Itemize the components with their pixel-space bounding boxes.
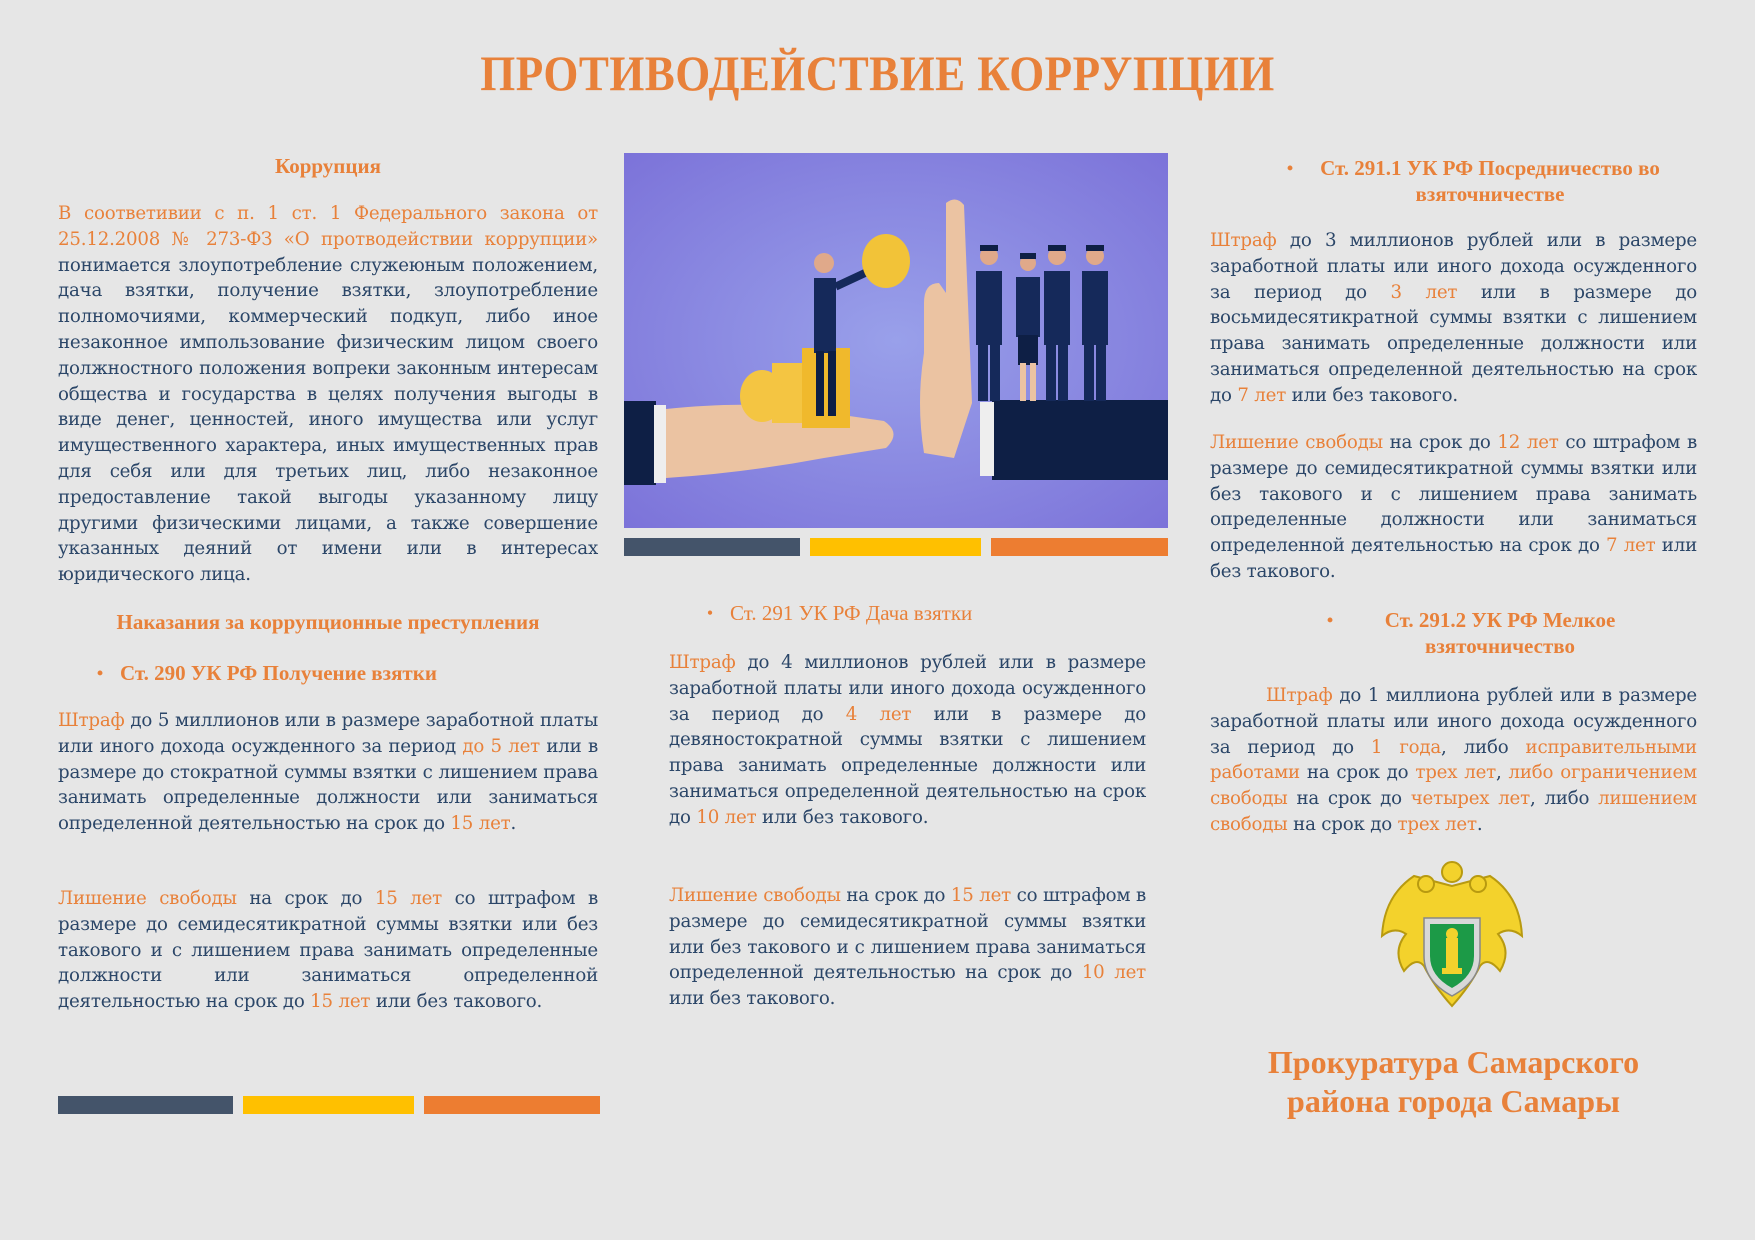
organization-name: Прокуратура Самарского района города Самары	[1267, 1044, 1640, 1119]
decorative-bars-middle	[624, 538, 1168, 556]
art2911-heading: • Ст. 291.1 УК РФ Посредничество во взяточничестве	[1270, 155, 1670, 207]
art291-imprisonment: Лишение свободы на срок до 15 лет со штрафом в размере до семидесятикратной суммы взятки или без такового и с лишением права заниматься определенной деятельностью на срок до 10 лет или без такового.	[669, 885, 1146, 1010]
bullet-icon: •	[1286, 158, 1294, 178]
art2912-penalties: Штраф до 1 миллиона рублей или в размере заработной платы или иного дохода осужденного за период до 1 года, либо исправительными работами на срок до трех лет, либо ограничением свободы на срок до четырех лет, либо лишением свободы на срок до трех лет.	[1210, 685, 1697, 835]
decorative-bars-bottom	[58, 1096, 602, 1114]
art290-heading: • Ст. 290 УК РФ Получение взятки	[80, 660, 520, 686]
bar-yellow	[243, 1096, 414, 1114]
art2911-imprisonment: Лишение свободы на срок до 12 лет со штрафом в размере до семидесятикратной суммы взятки или без такового и с лишением права занимать определенные должности или заниматься определенной деятельностью на срок до 7 лет или без такового.	[1210, 432, 1698, 582]
art291-heading: • Ст. 291 УК РФ Дача взятки	[690, 600, 1130, 626]
corruption-definition	[58, 201, 598, 588]
corruption-heading: Коррупция	[275, 154, 381, 178]
bullet-icon: •	[1326, 610, 1334, 630]
bar-orange	[424, 1096, 600, 1114]
law-reference: В соответивии с п. 1 ст. 1 Федерального закона от 25.12.2008 № 273-ФЗ «О протводействии коррупции»	[58, 203, 598, 250]
bullet-icon: •	[706, 603, 714, 623]
bar-yellow	[810, 538, 981, 556]
art290-fine: Штраф до 5 миллионов или в размере заработной платы или иного дохода осужденного за период до 5 лет или в размере до стократной суммы взятки с лишением права занимать определенные должности или заниматься определенной деятельностью на срок до 15 лет.	[58, 710, 598, 835]
art2911-fine: Штраф до 3 миллионов рублей или в размере заработной платы или иного дохода осужденного за период до 3 лет или в размере до восьмидесятикратной суммы взятки с лишением права занимать определенные должности или заниматься определенной деятельностью на срок до 7 лет или без такового.	[1210, 230, 1697, 406]
bar-slate	[624, 538, 800, 556]
page-title: ПРОТИВОДЕЙСТВИЕ КОРРУПЦИИ	[480, 45, 1275, 101]
prosecutor-emblem-icon	[1374, 856, 1530, 1022]
penalties-heading: Наказания за коррупционные преступления	[116, 610, 540, 634]
bar-orange	[991, 538, 1168, 556]
bullet-icon: •	[96, 663, 104, 683]
art2912-heading: • Ст. 291.2 УК РФ Мелкое взяточничество	[1310, 607, 1650, 659]
bar-slate	[58, 1096, 233, 1114]
art291-fine: Штраф до 4 миллионов рублей или в размере заработной платы или иного дохода осужденного за период до 4 лет или в размере до девяностократной суммы взятки с лишением права занимать определенные должности или заниматься определенной деятельностью на срок до 10 лет или без такового.	[669, 652, 1146, 828]
definition-text: понимается злоупотребление служеюным положением, дача взятки, получение взятки, злоупотребление полномочиями, коммерческий подкуп, либо иное незаконное импользование физическим лицом своего должностного положения вопреки законным интересам общества и государства в целях получения выгоды в виде денег, ценностей, иного имущества или услуг имущественного характера, иных имущественных прав для себя или для третьих лиц, либо незаконное предоставление такой выгоды указанному лицу другими физическими лицами, а также совершение указанных деяний от имени или в интересах юридического лица.	[58, 254, 598, 586]
anti-bribery-illustration	[624, 153, 1168, 528]
art290-imprisonment: Лишение свободы на срок до 15 лет со штрафом в размере до семидесятикратной суммы взятки или без такового и с лишением права занимать определенные должности или заниматься определенной деятельностью на срок до 15 лет или без такового.	[58, 888, 598, 1013]
